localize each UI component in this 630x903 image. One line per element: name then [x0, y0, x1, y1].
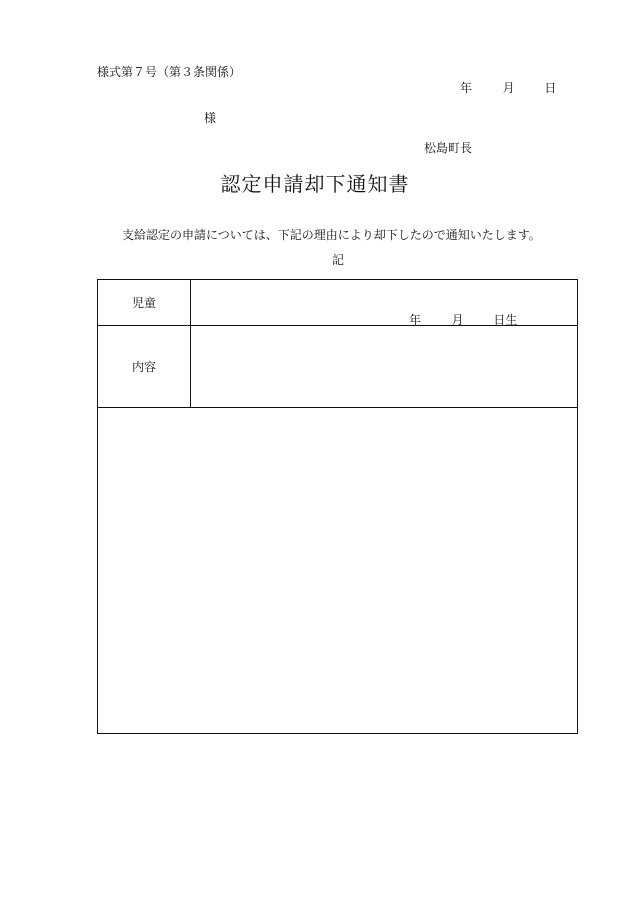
table-row-content — [98, 326, 577, 408]
content-value-cell — [191, 326, 577, 407]
issue-date — [460, 79, 556, 96]
form-number: 様式第７号（第３条関係） — [97, 65, 242, 79]
notice-table — [97, 279, 578, 734]
child-label: 児童 — [98, 280, 191, 325]
issue-date-month: 月 — [502, 81, 515, 95]
birth-year: 年 — [409, 313, 422, 327]
notice-body-text: 支給認定の申請については、下記の理由により却下したので通知いたします。 — [122, 228, 541, 242]
reason-area — [98, 408, 577, 733]
issue-date-day: 日 — [544, 81, 557, 95]
child-value-cell — [191, 280, 577, 325]
ki-marker: 記 — [331, 253, 344, 267]
content-label: 内容 — [98, 326, 191, 407]
birth-day: 日生 — [493, 313, 518, 327]
birth-month: 月 — [451, 313, 464, 327]
table-row-child — [98, 280, 577, 326]
sender-name: 松島町長 — [424, 141, 473, 155]
document-title: 認定申請却下通知書 — [220, 172, 410, 196]
issue-date-year: 年 — [460, 81, 473, 95]
recipient-honorific: 様 — [204, 111, 217, 125]
